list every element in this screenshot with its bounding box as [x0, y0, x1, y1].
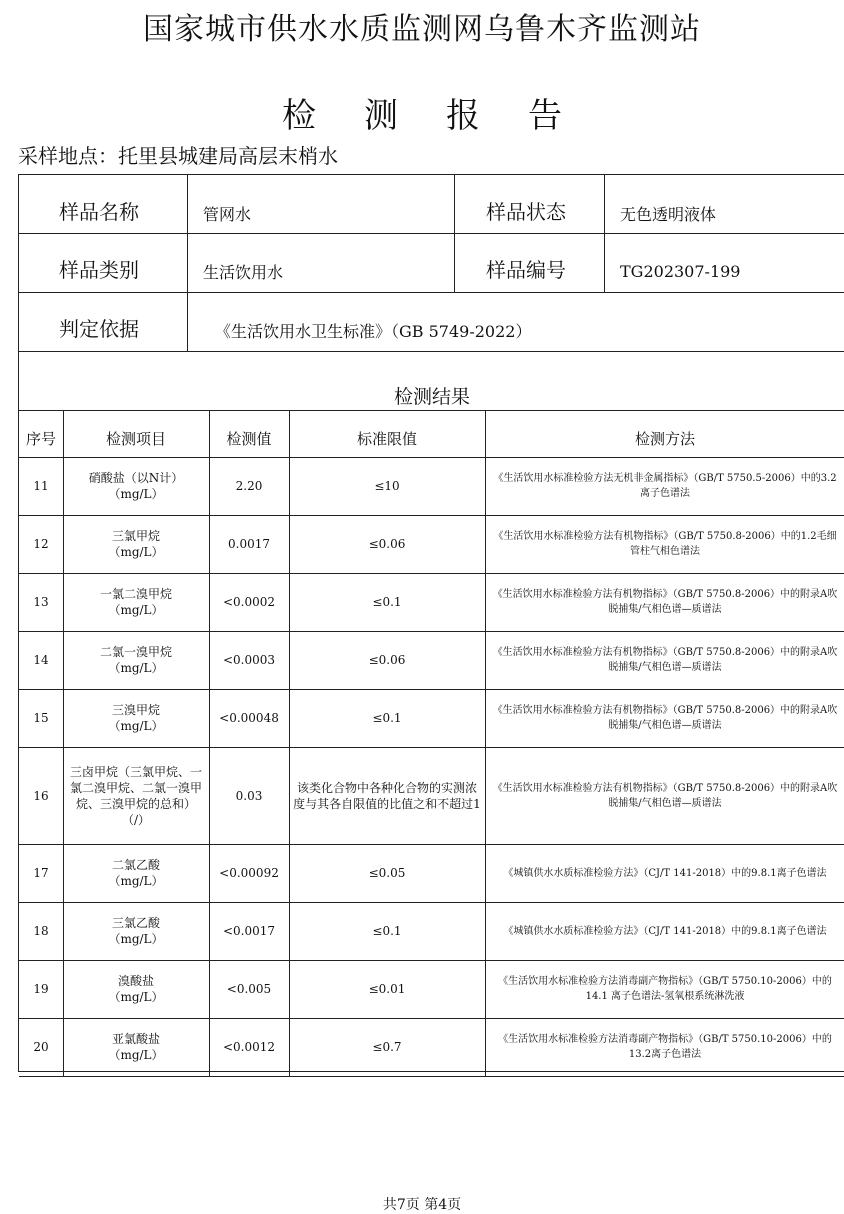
cell-method: 《城镇供水水质标准检验方法》（CJ/T 141-2018）中的9.8.1离子色谱法: [503, 867, 827, 879]
cell-item: 二氯一溴甲烷 （mg/L）: [99, 645, 172, 675]
results-col-divider: [289, 410, 290, 1076]
cell-value: <0.00048: [219, 711, 279, 725]
cell-seq: 13: [33, 595, 49, 609]
sample-type-label: 样品类别: [59, 258, 139, 282]
cell-item: 三氯甲烷 （mg/L）: [108, 529, 164, 559]
cell-value: 0.0017: [228, 537, 270, 551]
info-row-divider: [19, 351, 844, 352]
cell-item: 硝酸盐（以N计） （mg/L）: [88, 471, 184, 501]
cell-value: <0.00092: [219, 866, 279, 880]
cell-method: 《生活饮用水标准检验方法无机非金属指标》（GB/T 5750.5-2006）中的3.2离子色谱法: [493, 473, 837, 499]
cell-method: 《城镇供水水质标准检验方法》（CJ/T 141-2018）中的9.8.1离子色谱法: [503, 925, 827, 937]
cell-seq: 20: [33, 1040, 49, 1054]
cell-limit: ≤0.01: [368, 982, 406, 996]
cell-method: 《生活饮用水标准检验方法有机物指标》（GB/T 5750.8-2006）中的附录A吹脱捕集/气相色谱—质谱法: [492, 589, 838, 615]
sampling-site: 采样地点：托里县城建局高层末梢水: [18, 144, 338, 168]
cell-seq: 17: [33, 866, 49, 880]
sample-name-label: 样品名称: [59, 199, 139, 224]
page-info: 共7页 第4页: [382, 1197, 462, 1213]
cell-value: 2.20: [235, 479, 263, 493]
cell-method: 《生活饮用水标准检验方法有机物指标》（GB/T 5750.8-2006）中的附录A吹脱捕集/气相色谱—质谱法: [492, 782, 838, 809]
cell-item: 一氯二溴甲烷 （mg/L）: [99, 587, 172, 617]
report-table: [18, 174, 844, 1072]
sample-no-value: TG202307-199: [620, 262, 741, 281]
cell-seq: 18: [33, 924, 49, 938]
cell-limit: 该类化合物中各种化合物的实测浓度与其各自限值的比值之和不超过1: [293, 780, 481, 811]
cell-value: 0.03: [235, 788, 263, 803]
cell-limit: ≤0.7: [372, 1040, 402, 1054]
cell-limit: ≤0.06: [368, 653, 406, 667]
cell-value: <0.0017: [222, 924, 276, 938]
cell-limit: ≤0.05: [368, 866, 406, 880]
results-col-divider: [63, 410, 64, 1076]
table-row-divider: [19, 1076, 844, 1077]
cell-item: 亚氯酸盐 （mg/L）: [108, 1032, 164, 1062]
sample-state-value: 无色透明液体: [620, 204, 717, 224]
cell-seq: 16: [33, 788, 49, 803]
cell-value: <0.0002: [222, 595, 276, 609]
cell-value: <0.0003: [222, 653, 276, 667]
basis-value: 《生活饮用水卫生标准》（GB 5749-2022）: [215, 322, 532, 341]
sample-no-label: 样品编号: [486, 258, 566, 282]
cell-item: 二氯乙酸 （mg/L）: [108, 858, 164, 888]
cell-method: 《生活饮用水标准检验方法有机物指标》（GB/T 5750.8-2006）中的附录A吹脱捕集/气相色谱—质谱法: [492, 705, 838, 731]
cell-limit: ≤0.06: [368, 537, 406, 551]
cell-seq: 12: [33, 537, 49, 551]
cell-item: 三卤甲烷（三氯甲烷、一氯二溴甲烷、二氯一溴甲烷、三溴甲烷的总和） （/）: [69, 764, 202, 827]
cell-method: 《生活饮用水标准检验方法消毒副产物指标》（GB/T 5750.10-2006）中的13.2离子色谱法: [498, 1034, 832, 1060]
cell-value: <0.005: [226, 982, 272, 996]
cell-seq: 15: [33, 711, 49, 725]
cell-limit: ≤10: [374, 479, 400, 493]
cell-seq: 14: [33, 653, 49, 667]
cell-item: 溴酸盐 （mg/L）: [108, 974, 164, 1004]
cell-limit: ≤0.1: [372, 711, 402, 725]
cell-value: <0.0012: [222, 1040, 276, 1054]
column-header-value: 检测值: [226, 430, 272, 448]
sample-name-value: 管网水: [203, 204, 252, 224]
results-col-divider: [209, 410, 210, 1076]
results-title: 检测结果: [393, 385, 470, 408]
report-title: 检测报告: [282, 96, 610, 136]
basis-label: 判定依据: [59, 317, 139, 341]
cell-seq: 11: [33, 479, 49, 493]
cell-method: 《生活饮用水标准检验方法有机物指标》（GB/T 5750.8-2006）中的附录A吹脱捕集/气相色谱—质谱法: [492, 647, 838, 673]
column-header-seq: 序号: [25, 430, 56, 448]
sample-state-label: 样品状态: [486, 199, 566, 224]
cell-limit: ≤0.1: [372, 924, 402, 938]
sample-type-value: 生活饮用水: [203, 263, 284, 282]
cell-method: 《生活饮用水标准检验方法有机物指标》（GB/T 5750.8-2006）中的1.2毛细管柱气相色谱法: [493, 531, 837, 557]
column-header-limit: 标准限值: [356, 430, 417, 448]
results-col-divider: [485, 410, 486, 1076]
organization-name: 国家城市供水水质监测网乌鲁木齐监测站: [143, 12, 701, 47]
cell-seq: 19: [33, 982, 49, 996]
cell-limit: ≤0.1: [372, 595, 402, 609]
cell-item: 三氯乙酸 （mg/L）: [108, 916, 164, 946]
cell-item: 三溴甲烷 （mg/L）: [108, 703, 164, 733]
column-header-item: 检测项目: [105, 430, 166, 448]
column-header-method: 检测方法: [634, 430, 695, 448]
cell-method: 《生活饮用水标准检验方法消毒副产物指标》（GB/T 5750.10-2006）中的14.1 离子色谱法-氢氧根系统淋洗液: [498, 976, 832, 1002]
